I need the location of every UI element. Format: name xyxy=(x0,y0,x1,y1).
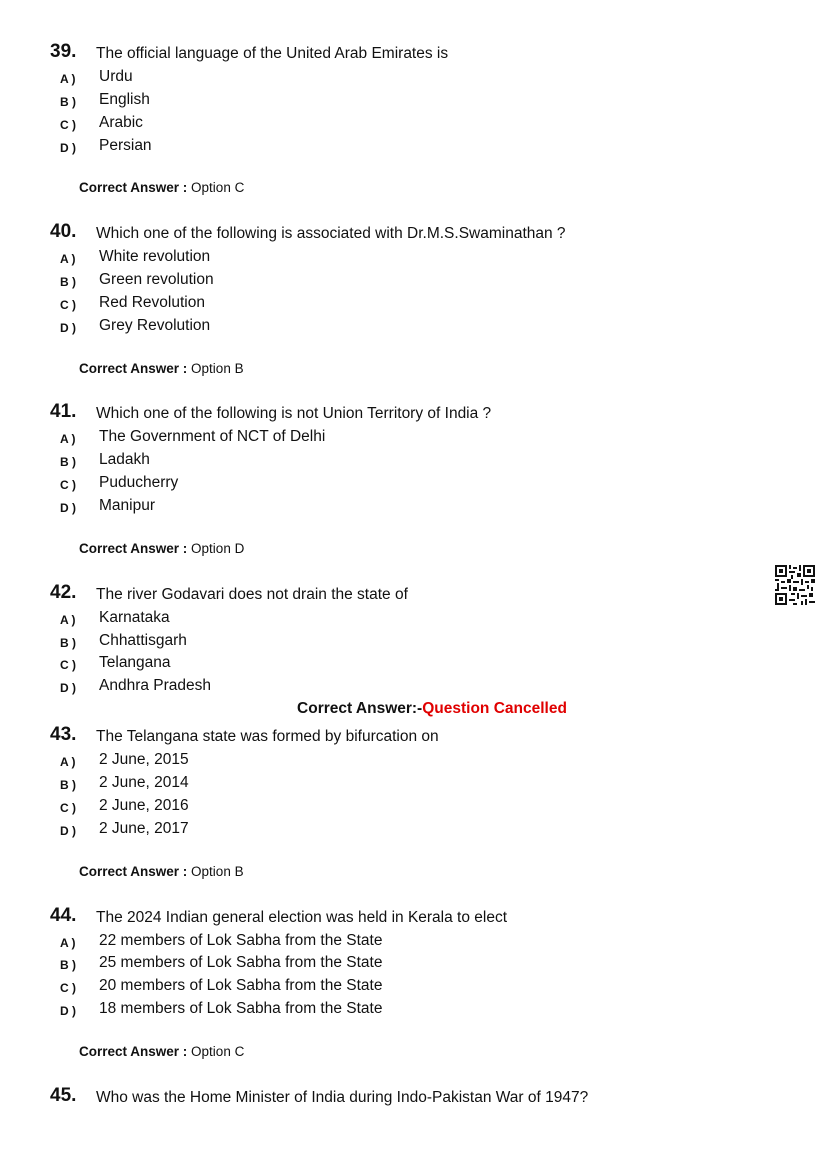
option-a xyxy=(0,67,700,90)
option-label: C ) xyxy=(60,801,76,815)
option-text: Andhra Pradesh xyxy=(99,677,212,694)
option-text: Telangana xyxy=(99,654,171,671)
correct-answer-label: Correct Answer : xyxy=(79,180,188,195)
option-text: Chhattisgarh xyxy=(99,632,187,649)
correct-answer-value: Option B xyxy=(191,864,244,879)
option-b xyxy=(0,631,700,654)
option-c xyxy=(0,653,700,676)
option-text: 22 members of Lok Sabha from the State xyxy=(99,932,383,949)
correct-answer-label: Correct Answer : xyxy=(79,361,188,376)
question-text: Which one of the following is associated with Dr.M.S.Swaminathan ? xyxy=(96,225,566,242)
option-label: D ) xyxy=(60,824,76,838)
correct-answer xyxy=(79,863,244,881)
option-b xyxy=(0,450,700,473)
option-label: C ) xyxy=(60,658,76,672)
option-d xyxy=(0,316,700,339)
option-label: D ) xyxy=(60,681,76,695)
option-d xyxy=(0,999,700,1022)
option-label: C ) xyxy=(60,118,76,132)
option-label: D ) xyxy=(60,1004,76,1018)
correct-answer-label: Correct Answer : xyxy=(79,864,188,879)
question-number: 39. xyxy=(50,41,77,62)
correct-answer xyxy=(79,360,244,378)
option-b xyxy=(0,270,700,293)
option-c xyxy=(0,473,700,496)
option-d xyxy=(0,136,700,159)
question-text: Who was the Home Minister of India during Indo-Pakistan War of 1947? xyxy=(96,1089,589,1106)
option-label: A ) xyxy=(60,432,76,446)
qr-code-icon xyxy=(775,565,815,605)
option-text: Karnataka xyxy=(99,609,170,626)
option-label: C ) xyxy=(60,298,76,312)
option-label: A ) xyxy=(60,936,76,950)
option-text: English xyxy=(99,91,150,108)
option-label: D ) xyxy=(60,141,76,155)
option-text: White revolution xyxy=(99,248,211,265)
question-number: 42. xyxy=(50,582,77,603)
option-b xyxy=(0,773,700,796)
correct-answer-label: Correct Answer:- xyxy=(297,700,423,717)
option-c xyxy=(0,796,700,819)
option-label: B ) xyxy=(60,275,76,289)
question-number: 40. xyxy=(50,221,77,242)
option-b xyxy=(0,953,700,976)
question-text: The 2024 Indian general election was held in Kerala to elect xyxy=(96,909,508,926)
option-d xyxy=(0,496,700,519)
option-c xyxy=(0,293,700,316)
question-number: 41. xyxy=(50,401,77,422)
cancelled-status: Question Cancelled xyxy=(422,700,567,717)
option-label: A ) xyxy=(60,252,76,266)
option-text: 2 June, 2017 xyxy=(99,820,189,837)
question-number: 45. xyxy=(50,1085,77,1106)
option-text: Persian xyxy=(99,137,152,154)
option-text: 2 June, 2014 xyxy=(99,774,189,791)
option-text: 18 members of Lok Sabha from the State xyxy=(99,1000,383,1017)
option-label: A ) xyxy=(60,755,76,769)
correct-answer xyxy=(79,540,244,558)
option-text: The Government of NCT of Delhi xyxy=(99,428,326,445)
correct-answer-value: Option C xyxy=(191,1044,245,1059)
option-c xyxy=(0,113,700,136)
correct-answer-value: Option C xyxy=(191,180,245,195)
option-text: Grey Revolution xyxy=(99,317,211,334)
option-label: B ) xyxy=(60,958,76,972)
option-text: Urdu xyxy=(99,68,133,85)
question-text: The river Godavari does not drain the state of xyxy=(96,586,408,603)
option-text: Green revolution xyxy=(99,271,214,288)
option-c xyxy=(0,976,700,999)
option-label: B ) xyxy=(60,636,76,650)
option-text: 20 members of Lok Sabha from the State xyxy=(99,977,383,994)
correct-answer xyxy=(79,1043,244,1061)
correct-answer-value: Option D xyxy=(191,541,245,556)
option-label: C ) xyxy=(60,981,76,995)
correct-answer-label: Correct Answer : xyxy=(79,1044,188,1059)
option-a xyxy=(0,427,700,450)
option-b xyxy=(0,90,700,113)
option-d xyxy=(0,676,700,699)
correct-answer-value: Option B xyxy=(191,361,244,376)
option-label: D ) xyxy=(60,321,76,335)
question-text: Which one of the following is not Union Territory of India ? xyxy=(96,405,492,422)
question-text: The official language of the United Arab Emirates is xyxy=(96,45,449,62)
option-text: 2 June, 2015 xyxy=(99,751,189,768)
option-text: Puducherry xyxy=(99,474,179,491)
question-number: 44. xyxy=(50,905,77,926)
option-text: Red Revolution xyxy=(99,294,205,311)
option-text: Ladakh xyxy=(99,451,150,468)
question-text: The Telangana state was formed by bifurcation on xyxy=(96,728,439,745)
option-label: B ) xyxy=(60,778,76,792)
correct-answer-cancelled xyxy=(0,699,826,719)
correct-answer-label: Correct Answer : xyxy=(79,541,188,556)
question-number: 43. xyxy=(50,724,77,745)
option-a xyxy=(0,931,700,954)
option-a xyxy=(0,247,700,270)
option-label: B ) xyxy=(60,95,76,109)
correct-answer xyxy=(79,179,244,197)
option-text: 25 members of Lok Sabha from the State xyxy=(99,954,383,971)
option-text: Manipur xyxy=(99,497,155,514)
option-a xyxy=(0,750,700,773)
option-label: A ) xyxy=(60,72,76,86)
option-text: 2 June, 2016 xyxy=(99,797,189,814)
option-d xyxy=(0,819,700,842)
option-text: Arabic xyxy=(99,114,143,131)
option-label: D ) xyxy=(60,501,76,515)
option-label: A ) xyxy=(60,613,76,627)
option-label: C ) xyxy=(60,478,76,492)
option-label: B ) xyxy=(60,455,76,469)
option-a xyxy=(0,608,700,631)
